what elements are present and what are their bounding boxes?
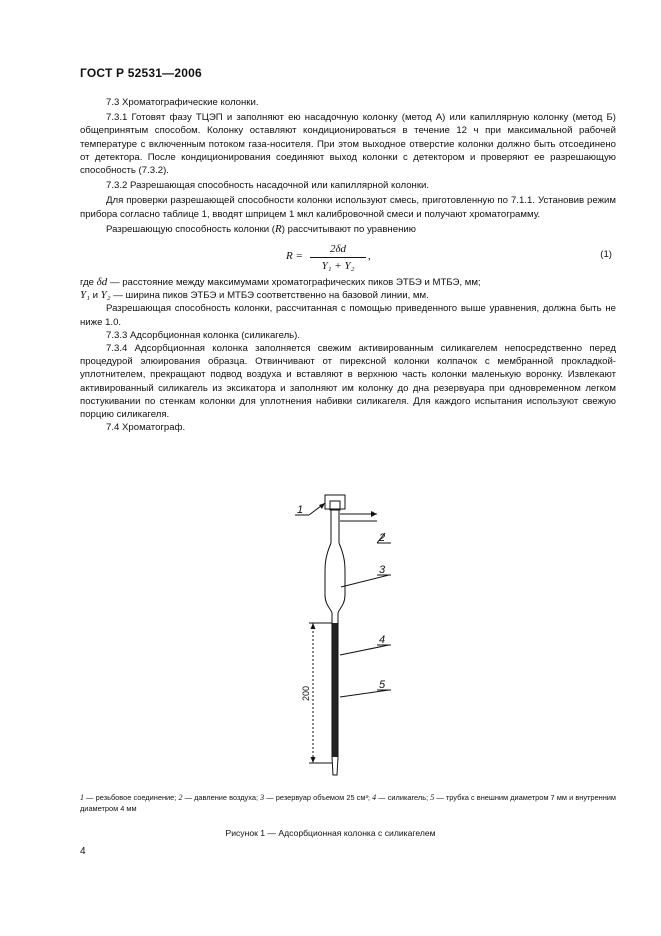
formula-lhs: R = xyxy=(286,250,303,263)
standard-header: ГОСТ Р 52531—2006 xyxy=(80,66,202,80)
outlet-tip xyxy=(332,757,338,775)
leader-5 xyxy=(340,690,389,697)
resolution-requirement: Разрешающая способность колонки, рассчитанная с помощью приведенного выше уравнения, должна быть не ниже 1.0. xyxy=(80,303,616,328)
formula-comma: , xyxy=(368,250,371,263)
equation-number: (1) xyxy=(600,249,612,261)
where-line-1: где δd — расстояние между максимумами хроматографических пиков ЭТБЭ и МТБЭ, мм; xyxy=(80,276,481,289)
where-line-2: Y₁ и Y₂ — ширина пиков ЭТБЭ и МТБЭ соответственно на базовой линии, мм. xyxy=(80,289,429,302)
formula-denominator: Y₁ + Y₂ xyxy=(321,260,355,273)
figure-caption: Рисунок 1 — Адсорбционная колонка с силикагелем xyxy=(225,828,436,838)
symbol-r: R xyxy=(275,222,282,235)
callout-5: 5 xyxy=(379,679,386,691)
column-figure xyxy=(285,485,405,785)
figure-legend: 1 — резьбовое соединение; 2 — давление воздуха; 3 — резервуар объемом 25 см³; 4 — силикагель; 5 — трубка с внешним диаметром 7 мм и внутренним диаметром 4 мм xyxy=(80,793,616,813)
threaded-cap xyxy=(325,495,345,509)
dimension-label: 200 xyxy=(301,685,311,701)
reservoir-left xyxy=(325,543,332,622)
resolution-intro: Разрешающую способность колонки (R) рассчитывают по уравнению xyxy=(106,222,416,235)
callout-2: 2 xyxy=(379,532,386,544)
formula-numerator: 2δd xyxy=(329,243,347,256)
adsorption-column-drawing xyxy=(285,485,405,785)
callout-1: 1 xyxy=(297,504,304,516)
silica-gel-fill xyxy=(333,623,338,757)
leader-4 xyxy=(340,645,389,655)
leader-3 xyxy=(341,575,389,587)
section-7-3: 7.3 Хроматографические колонки. xyxy=(106,97,259,108)
body-text xyxy=(80,96,616,434)
symbol-delta-d: δd xyxy=(96,276,108,289)
section-7-3-2: 7.3.2 Разрешающая способность насадочной или капиллярной колонки. xyxy=(106,180,430,192)
symbol-y2: Y₂ xyxy=(100,289,111,302)
callout-4: 4 xyxy=(379,634,386,646)
symbol-y1: Y₁ xyxy=(80,289,90,302)
formula-1 xyxy=(80,238,616,276)
formula-fraction xyxy=(310,242,366,273)
section-7-3-2-body: Для проверки разрешающей способности колонки используют смесь, приготовленную по 7.1.1. Установив режим прибора согласно таблице 1, вводят шприцем 1 мкл калибровочной смеси и получают хроматограмму. xyxy=(80,195,616,220)
section-7-3-4: 7.3.4 Адсорбционная колонка заполняется свежим активированным силикагелем непосредственно перед процедурой элюирования образца. Отвинчивают от пирексной колонки колпачок с мембранной прокладкой-уплотнителем, прекращают подвод воздуха и вставляют в верхнюю часть колонки маленькую воронку. Извлекают активированный силикагель из эксикатора и заполняют им колонку до дна резервуара при одновременном легком постукивании по стенкам колонки для уплотнения набивки силикагеля. Для каждого испытания используют свежую порцию силикагеля. xyxy=(80,343,616,421)
section-7-4: 7.4 Хроматограф. xyxy=(106,422,186,434)
reservoir-right xyxy=(338,543,345,622)
callout-3: 3 xyxy=(379,564,386,576)
page-number: 4 xyxy=(80,846,86,857)
section-7-3-3: 7.3.3 Адсорбционная колонка (силикагель). xyxy=(106,329,301,341)
section-7-3-1: 7.3.1 Готовят фазу ТЦЭП и заполняют ею насадочную колонку (метод А) или капиллярную колонку (метод Б) общепринятым способом. Колонку оставляют кондиционироваться в течение 12 ч при максимальной рабочей температуре с включенным потоком газа-носителя. При этом выходное отверстие колонки должно быть отсоединено от детектора. После кондиционирования соединяют выход колонки с детектором и проверяют ее разрешающую способность (7.3.2). xyxy=(80,112,616,177)
